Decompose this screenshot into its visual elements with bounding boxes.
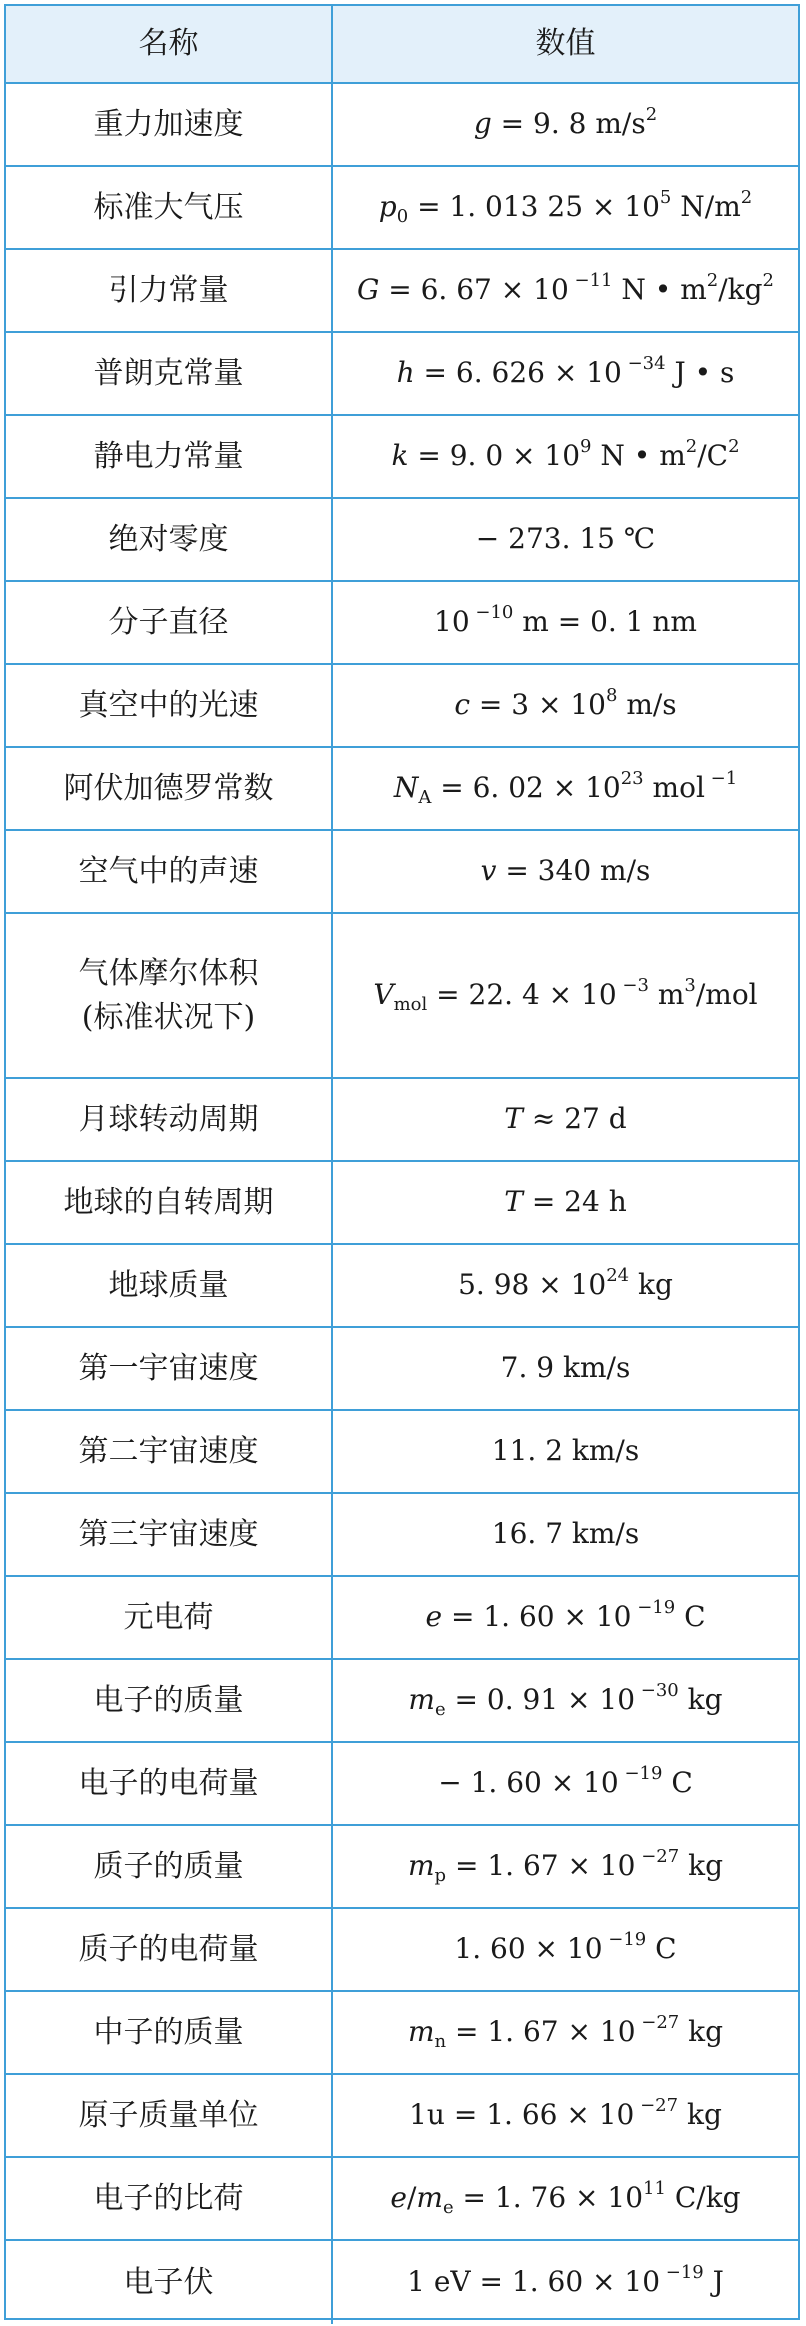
value-part: C [646,1932,677,1966]
value-part: m/s [617,688,677,722]
constant-value-cell [333,1079,798,1162]
value-part: 24 [606,1265,630,1287]
constant-name: 电子的质量 [93,1682,244,1718]
constant-value-cell [333,416,798,499]
constant-name-cell [6,1411,333,1494]
constant-value-cell [333,1909,798,1992]
value-part: N • m [591,439,686,473]
constant-value [481,851,651,892]
constant-value [408,2012,723,2053]
constant-name: 月球转动周期 [78,1101,259,1137]
constant-value [438,1763,693,1804]
value-part: 8 [605,685,618,707]
value-part: = 1. 013 25 × 10 [408,190,660,224]
constant-name: 电子的比荷 [93,2180,244,2216]
value-part: m = 0. 1 nm [513,605,697,639]
constant-name: 第三宇宙速度 [78,1516,259,1552]
constant-value-cell [333,167,798,250]
constant-name-cell [6,1328,333,1411]
constant-value-cell [333,1743,798,1826]
value-part: 9 [580,436,592,458]
value-part: = 24 h [522,1185,627,1219]
constant-name: 普朗克常量 [93,355,244,391]
constant-value [492,1431,639,1472]
constant-name-cell [6,250,333,333]
value-part: kg [679,1849,723,1883]
constant-value [474,104,657,145]
constant-value-cell [333,1826,798,1909]
constant-name-cell [6,1743,333,1826]
value-part: m [407,1849,435,1883]
constant-value [409,2095,722,2136]
constant-name: 地球的自转周期 [63,1184,274,1220]
value-part: −19 [602,1929,647,1951]
value-part: −19 [660,2262,704,2284]
value-part: mol [643,771,705,805]
value-part: 2 [706,270,719,292]
constant-value-cell [333,2241,798,2324]
value-part: e [390,2181,407,2215]
constant-name-cell [6,2075,333,2158]
value-part: = 3 × 10 [470,688,606,722]
constant-value-cell [333,250,798,333]
constant-value-cell [333,1660,798,1743]
value-part: T [504,1102,523,1136]
value-part: k [391,439,409,473]
constant-value [492,1514,639,1555]
value-part: = 1. 76 × 10 [453,2181,644,2215]
value-part: e [442,2197,454,2219]
constant-value [476,519,655,560]
value-part: T [504,1185,523,1219]
constant-name-cell [6,1494,333,1577]
header-value-cell [333,6,798,84]
constant-name: 第二宇宙速度 [78,1433,259,1469]
constant-name-cell [6,2158,333,2241]
value-part: N/m [671,190,741,224]
value-part: 11. 2 km/s [491,1434,640,1468]
value-part: 2 [645,104,658,126]
value-part: −27 [635,1846,680,1868]
constant-name: 重力加速度 [93,106,244,142]
constant-name: 静电力常量 [93,438,244,474]
constant-value-cell [333,84,798,167]
constant-value [504,1182,627,1223]
constant-name: 电子的电荷量 [78,1765,259,1801]
value-part: C [675,1600,706,1634]
constant-name: 空气中的声速 [78,853,259,889]
value-part: mol [393,994,428,1016]
value-part: p [434,1865,447,1887]
value-part: 1u = 1. 66 × 10 [409,2098,635,2132]
value-part: /kg [718,273,763,307]
value-part: = 340 m/s [496,854,651,888]
value-part: m [407,2015,435,2049]
constant-value [357,270,774,311]
constant-name-cell [6,1162,333,1245]
value-part: = 1. 60 × 10 [442,1600,632,1634]
constant-name-cell [6,1577,333,1660]
constant-name: 分子直径 [108,604,229,640]
value-part: g [473,107,492,141]
value-part: 7. 9 km/s [500,1351,631,1385]
value-part: G [356,273,380,307]
constant-name-cell [6,665,333,748]
value-part: −30 [635,1680,679,1702]
value-part: 11 [643,2178,666,2200]
value-part: = 6. 626 × 10 [414,356,622,390]
constant-name: 气体摩尔体积 (标准状况下) [78,956,259,1035]
constant-value-cell [333,1411,798,1494]
value-part: 23 [620,768,644,790]
constant-value-cell [333,914,798,1079]
constant-name-cell [6,1245,333,1328]
value-part: ≈ 27 d [522,1102,627,1136]
value-part: = 22. 4 × 10 [427,978,617,1012]
constant-value [379,187,752,228]
constant-name-cell [6,1079,333,1162]
value-part: kg [629,1268,673,1302]
value-part: −34 [621,353,666,375]
constant-value [391,436,739,477]
constant-name-cell [6,1826,333,1909]
value-part: = 0. 91 × 10 [445,1683,636,1717]
constant-name-cell [6,582,333,665]
value-part: n [434,2031,447,2053]
constant-value [454,1929,676,1970]
value-part: kg [678,1683,723,1717]
constant-value [397,353,735,394]
value-part: 0 [396,206,409,228]
header-name-label: 名称 [138,26,199,62]
constant-value [373,975,757,1016]
constant-value-cell [333,831,798,914]
constant-name-cell [6,333,333,416]
constant-name-cell [6,1660,333,1743]
constant-name-cell [6,416,333,499]
value-part: A [418,787,432,809]
constant-value [458,1265,673,1306]
value-part: C [662,1766,693,1800]
constant-value-cell [333,748,798,831]
constant-name: 原子质量单位 [78,2097,259,2133]
constant-value-cell [333,1577,798,1660]
value-part: h [396,356,415,390]
value-part: −27 [634,2095,679,2117]
value-part: V [373,978,394,1012]
value-part: kg [678,2098,722,2132]
constant-name: 阿伏加德罗常数 [63,770,274,806]
value-part: / [406,2181,417,2215]
value-part: = 6. 67 × 10 [379,273,569,307]
value-part: − 1. 60 × 10 [438,1766,619,1800]
value-part: = 1. 67 × 10 [446,2015,636,2049]
value-part: N • m [612,273,707,307]
value-part: 3 [684,975,696,997]
constant-value [425,1597,705,1638]
constant-value-cell [333,582,798,665]
constant-name: 标准大气压 [93,189,244,225]
value-part: C/kg [665,2181,741,2215]
value-part: 2 [762,270,774,292]
value-part: = 1. 67 × 10 [446,1849,636,1883]
constant-name: 电子伏 [123,2264,214,2300]
constant-value-cell [333,665,798,748]
constant-value-cell [333,1245,798,1328]
value-part: −1 [704,768,738,790]
value-part: − 273. 15 ℃ [475,522,656,556]
constant-value-cell [333,1162,798,1245]
value-part: J • s [665,356,735,390]
value-part: v [480,854,497,888]
constant-value [390,2178,740,2219]
constant-name: 元电荷 [123,1599,214,1635]
value-part: m [408,1683,435,1717]
constant-name-cell [6,914,333,1079]
constant-name-cell [6,167,333,250]
value-part: 2 [728,436,740,458]
value-part: −19 [631,1597,676,1619]
value-part: 1 eV = 1. 60 × 10 [407,2265,661,2299]
constant-name-cell [6,748,333,831]
constant-name: 质子的电荷量 [78,1931,259,1967]
constant-name-cell [6,1992,333,2075]
constant-name-cell [6,499,333,582]
constant-name: 引力常量 [108,272,229,308]
value-part: 5. 98 × 10 [458,1268,607,1302]
constant-name-cell [6,2241,333,2324]
value-part: J [703,2265,724,2299]
value-part: 1. 60 × 10 [454,1932,603,1966]
constants-table [4,4,800,2320]
value-part: kg [679,2015,724,2049]
constant-name: 绝对零度 [108,521,229,557]
constant-name: 中子的质量 [93,2014,244,2050]
value-part: /C [697,439,729,473]
value-part: m [416,2181,443,2215]
constant-value [408,1680,722,1721]
constant-value [504,1099,626,1140]
value-part: 2 [740,187,753,209]
constant-name-cell [6,1909,333,1992]
constant-value-cell [333,1328,798,1411]
constant-name-cell [6,831,333,914]
value-part: 2 [685,436,698,458]
constant-value-cell [333,2075,798,2158]
value-part: −3 [616,975,649,997]
constant-name: 地球质量 [108,1267,229,1303]
constant-value [408,1846,723,1887]
value-part: e [434,1699,446,1721]
value-part: 16. 7 km/s [491,1517,640,1551]
value-part: −11 [568,270,613,292]
value-part: −10 [469,602,514,624]
constant-value-cell [333,333,798,416]
value-part: e [425,1600,443,1634]
value-part: 10 [434,605,470,639]
value-part: −19 [618,1763,663,1785]
constant-name: 第一宇宙速度 [78,1350,259,1386]
header-value-label: 数值 [535,26,596,62]
value-part: /mol [695,978,758,1012]
constant-value-cell [333,1494,798,1577]
value-part: N [393,771,419,805]
constant-value [454,685,676,726]
constant-value-cell [333,2158,798,2241]
constant-name-cell [6,84,333,167]
constant-value-cell [333,499,798,582]
value-part: p [378,190,397,224]
value-part: = 6. 02 × 10 [431,771,621,805]
constant-value [501,1348,631,1389]
constant-value [434,602,697,643]
constant-name: 真空中的光速 [78,687,259,723]
header-name-cell [6,6,333,84]
constant-value [394,768,737,809]
constant-value-cell [333,1992,798,2075]
value-part: = 9. 0 × 10 [408,439,581,473]
value-part: m [648,978,685,1012]
constant-value [407,2262,724,2303]
value-part: −27 [635,2012,680,2034]
value-part: = 9. 8 m/s [491,107,646,141]
constant-name: 质子的质量 [93,1848,244,1884]
value-part: c [454,688,470,722]
value-part: 5 [659,187,672,209]
